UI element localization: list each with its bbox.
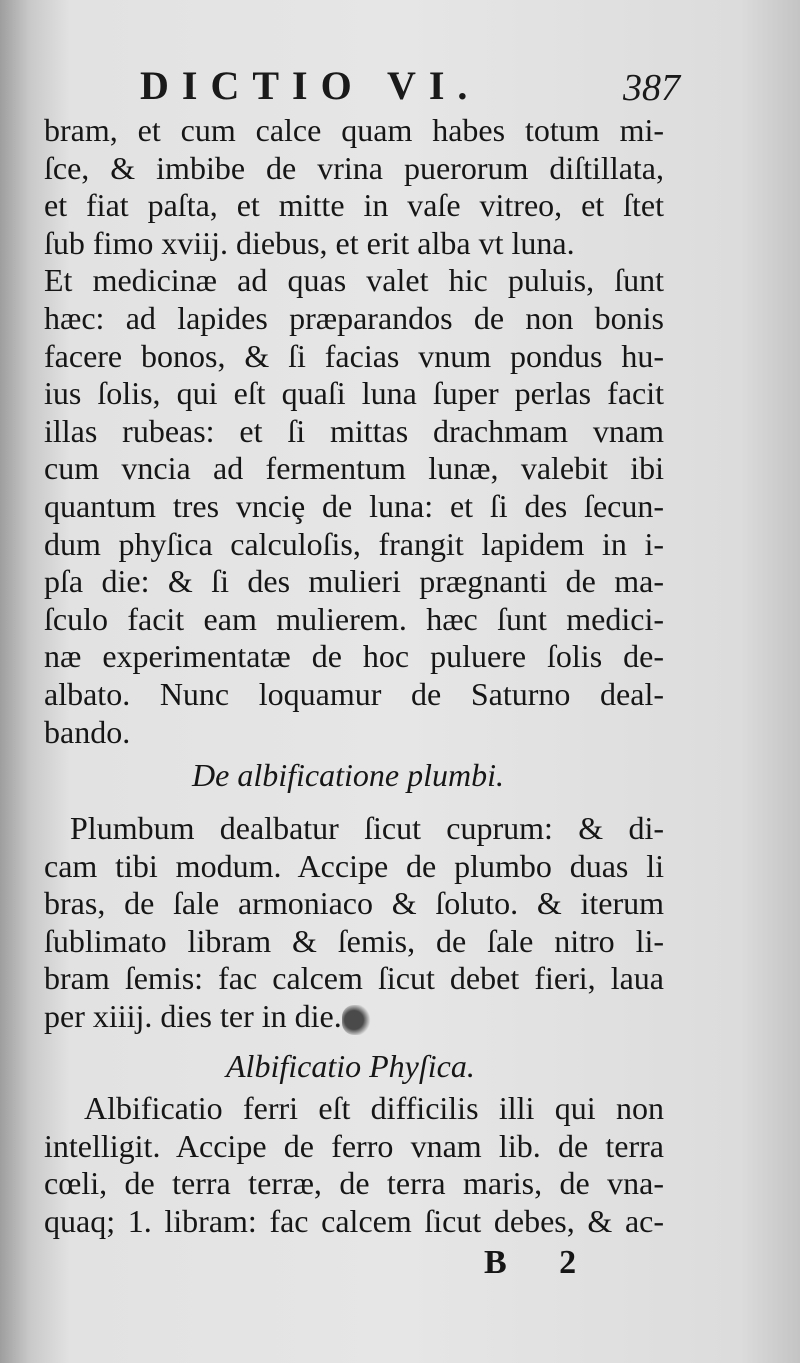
running-title: DICTIO VI. <box>140 63 481 108</box>
text-line: næ experimentatæ de hoc puluere ſolis de- <box>44 638 664 675</box>
text-line: bram, et cum calce quam habes totum mi- <box>44 112 664 148</box>
text-line: bram ſemis: fac calcem ſicut debet fieri, laua <box>44 960 664 997</box>
text-line: ius ſolis, qui eſt quaſi luna ſuper perlas facit <box>44 375 664 412</box>
page-number: 387 <box>623 67 680 109</box>
text-line: per xiiij. dies ter in die. <box>44 997 342 1034</box>
text-line: albato. Nunc loquamur de Saturno deal- <box>44 675 664 712</box>
text-line: cœli, de terra terræ, de terra maris, de vna- <box>44 1165 664 1202</box>
text-line: bras, de ſale armoniaco & ſoluto. & iterum <box>44 885 664 922</box>
text-line: hæc: ad lapides præparandos de non bonis <box>44 299 664 336</box>
section-heading-plumbi: De albificatione plumbi. <box>192 757 504 793</box>
ink-smudge <box>342 1005 372 1035</box>
text-line: ſub fimo xviij. diebus, et erit alba vt luna. <box>44 224 575 261</box>
text-line: dum phyſica calculoſis, frangit lapidem in i- <box>44 525 664 562</box>
text-line: illas rubeas: et ſi mittas drachmam vnam <box>44 412 664 449</box>
text-line: cam tibi modum. Accipe de plumbo duas li <box>44 847 664 884</box>
text-line: ſublimato libram & ſemis, de ſale nitro li- <box>44 922 664 959</box>
text-line: ſce, & imbibe de vrina puerorum diſtillata, <box>44 149 664 186</box>
text-line: Albificatio ferri eſt difficilis illi qui non <box>84 1090 664 1126</box>
text-line: ſculo facit eam mulierem. hæc ſunt medici- <box>44 600 664 637</box>
signature-mark: B 2 <box>484 1244 599 1281</box>
paragraph-3 <box>44 1090 664 1240</box>
text-line: facere bonos, & ſi facias vnum pondus hu- <box>44 337 664 374</box>
text-line: quaq; 1. libram: fac calcem ſicut debes, & ac- <box>44 1202 664 1239</box>
text-line: cum vncia ad fermentum lunæ, valebit ibi <box>44 450 664 487</box>
text-line: Plumbum dealbatur ſicut cuprum: & di- <box>70 810 664 846</box>
text-line: pſa die: & ſi des mulieri prægnanti de ma- <box>44 563 664 600</box>
section-heading-physica: Albificatio Phyſica. <box>226 1048 475 1084</box>
paragraph-2 <box>44 810 664 1036</box>
text-line: intelligit. Accipe de ferro vnam lib. de terra <box>44 1127 664 1164</box>
page-header <box>140 62 680 112</box>
text-line: Et medicinæ ad quas valet hic puluis, ſunt <box>44 262 664 299</box>
text-line: et fiat paſta, et mitte in vaſe vitreo, et ſtet <box>44 187 664 224</box>
text-line: quantum tres vnciȩ de luna: et ſi des ſecun- <box>44 487 664 524</box>
paragraph-1 <box>44 112 664 751</box>
text-line: bando. <box>44 713 131 750</box>
